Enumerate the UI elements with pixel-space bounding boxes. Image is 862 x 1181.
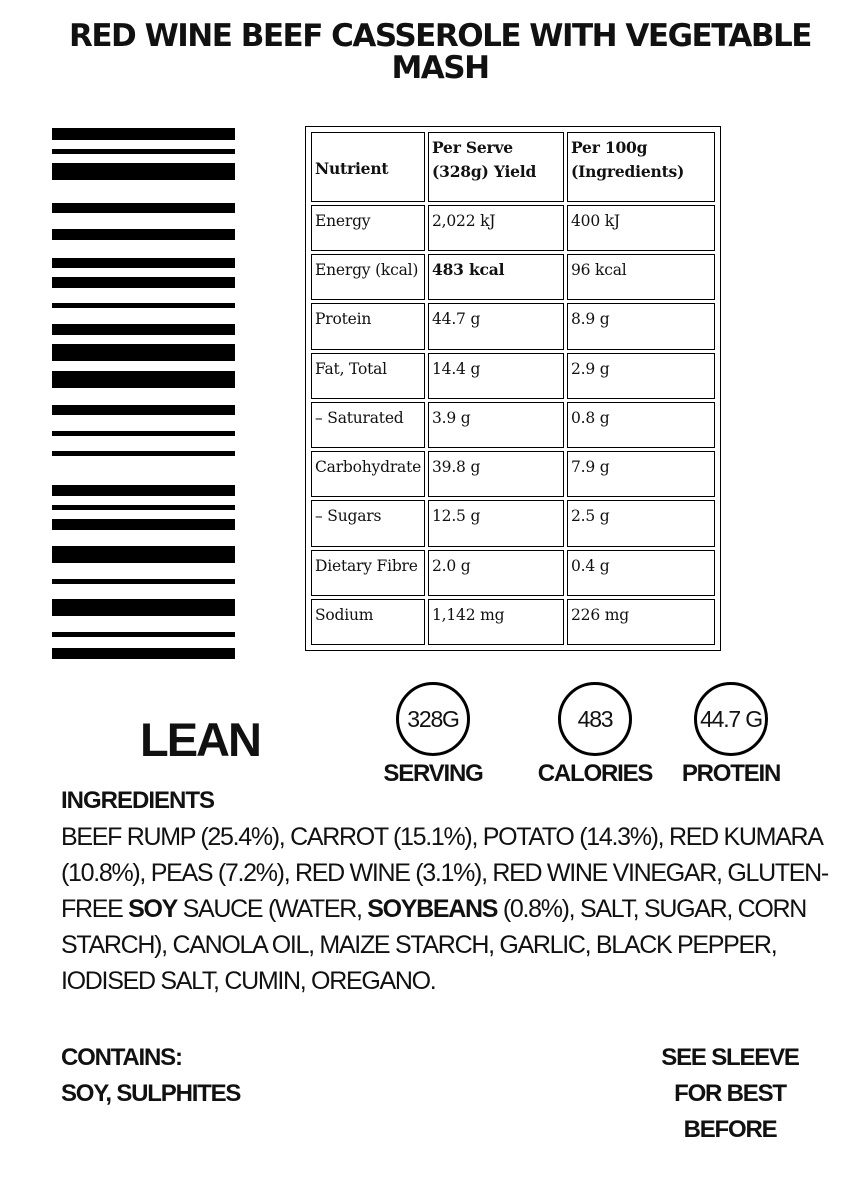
nutrition-row-energy-kcal bbox=[311, 254, 715, 300]
nutrition-row-fat-total bbox=[311, 353, 715, 399]
per-serve-value: 39.8 g bbox=[428, 451, 564, 497]
protein-label: PROTEIN bbox=[681, 760, 781, 787]
nutrition-row-dietary-fibre bbox=[311, 550, 715, 596]
per-serve-value: 1,142 mg bbox=[428, 599, 564, 645]
header-per-serve-line2: (328g) Yield bbox=[432, 162, 537, 181]
allergen-soy: SOY bbox=[128, 895, 178, 923]
per-serve-value: 2,022 kJ bbox=[428, 205, 564, 251]
calories-circle: 483 bbox=[558, 682, 632, 756]
contains-list: SOY, SULPHITES bbox=[61, 1080, 241, 1107]
allergen-statement bbox=[61, 1040, 240, 1112]
per-100g-value: 96 kcal bbox=[567, 254, 715, 300]
header-per-100g-line1: Per 100g bbox=[571, 138, 648, 157]
header-per-100g bbox=[567, 132, 715, 202]
ingredients-heading: INGREDIENTS bbox=[61, 787, 215, 814]
per-serve-value: 483 kcal bbox=[428, 254, 564, 300]
per-100g-value: 0.8 g bbox=[567, 402, 715, 448]
nutrition-table bbox=[305, 126, 721, 651]
nutrient-name: Energy (kcal) bbox=[311, 254, 425, 300]
calories-label: CALORIES bbox=[537, 760, 653, 787]
header-per-100g-line2: (Ingredients) bbox=[571, 162, 685, 181]
serving-label: SERVING bbox=[383, 760, 483, 787]
nutrition-header-row bbox=[311, 132, 715, 202]
best-before-line1: SEE SLEEVE bbox=[661, 1044, 799, 1071]
barcode bbox=[52, 128, 235, 660]
nutrient-name: – Saturated bbox=[311, 402, 425, 448]
nutrient-name: Carbohydrate bbox=[311, 451, 425, 497]
nutrient-name: Dietary Fibre bbox=[311, 550, 425, 596]
per-serve-value: 44.7 g bbox=[428, 303, 564, 349]
per-100g-value: 400 kJ bbox=[567, 205, 715, 251]
nutrition-row-carbohydrate bbox=[311, 451, 715, 497]
header-per-serve bbox=[428, 132, 564, 202]
ingredients-list bbox=[61, 819, 841, 999]
best-before-line3: BEFORE bbox=[683, 1116, 777, 1143]
stat-protein bbox=[661, 682, 801, 788]
stat-calories bbox=[525, 682, 665, 788]
nutrient-name: – Sugars bbox=[311, 500, 425, 546]
nutrition-row-energy bbox=[311, 205, 715, 251]
nutrition-row-saturated bbox=[311, 402, 715, 448]
nutrient-name: Energy bbox=[311, 205, 425, 251]
stat-serving bbox=[363, 682, 503, 788]
best-before-line2: FOR BEST bbox=[674, 1080, 786, 1107]
per-100g-value: 226 mg bbox=[567, 599, 715, 645]
per-serve-value: 3.9 g bbox=[428, 402, 564, 448]
per-100g-value: 7.9 g bbox=[567, 451, 715, 497]
per-serve-value: 14.4 g bbox=[428, 353, 564, 399]
per-100g-value: 2.9 g bbox=[567, 353, 715, 399]
per-100g-value: 8.9 g bbox=[567, 303, 715, 349]
nutrient-name: Protein bbox=[311, 303, 425, 349]
per-serve-value: 2.0 g bbox=[428, 550, 564, 596]
per-100g-value: 0.4 g bbox=[567, 550, 715, 596]
allergen-soybeans: SOYBEANS bbox=[367, 895, 498, 923]
nutrition-row-sugars bbox=[311, 500, 715, 546]
nutrient-name: Sodium bbox=[311, 599, 425, 645]
nutrition-row-protein bbox=[311, 303, 715, 349]
ingredients-text-part3: (0.8%), SALT, SUGAR, CORN STARCH), CANOLA OIL, MAIZE STARCH, GARLIC, BLACK PEPPER, IODISED SALT, CUMIN, OREGANO. bbox=[61, 895, 807, 995]
nutrient-name: Fat, Total bbox=[311, 353, 425, 399]
ingredients-text-part2: SAUCE (WATER, bbox=[177, 895, 368, 923]
protein-circle: 44.7 G bbox=[694, 682, 768, 756]
best-before-note bbox=[640, 1040, 820, 1148]
nutrition-row-sodium bbox=[311, 599, 715, 645]
ingredients-text-part1: BEEF RUMP (25.4%), CARROT (15.1%), POTATO (14.3%), RED KUMARA (10.8%), PEAS (7.2%), RED WINE (3.1%), RED WINE VINEGAR, GLUTEN-FREE bbox=[61, 823, 828, 923]
category-label: LEAN bbox=[140, 713, 260, 766]
per-100g-value: 2.5 g bbox=[567, 500, 715, 546]
product-title: RED WINE BEEF CASSEROLE WITH VEGETABLE MASH bbox=[69, 18, 811, 86]
per-serve-value: 12.5 g bbox=[428, 500, 564, 546]
header-nutrient: Nutrient bbox=[311, 132, 425, 202]
header-per-serve-line1: Per Serve bbox=[432, 138, 513, 157]
serving-circle: 328G bbox=[396, 682, 470, 756]
contains-label: CONTAINS: bbox=[61, 1044, 182, 1071]
